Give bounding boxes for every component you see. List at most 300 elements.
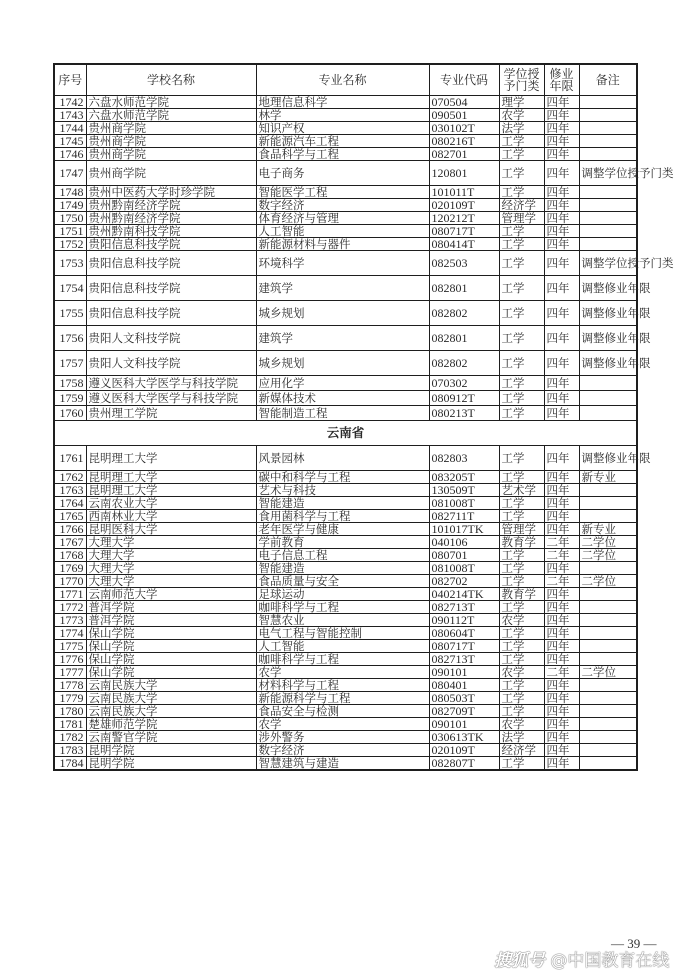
cell-major: 新媒体技术: [256, 391, 429, 406]
cell-code: 090101: [429, 666, 499, 679]
table-row: [54, 614, 637, 627]
cell-degree: 工学: [499, 575, 544, 588]
cell-code: 083205T: [429, 471, 499, 484]
cell-code: 081008T: [429, 497, 499, 510]
cell-years: 四年: [544, 718, 579, 731]
cell-code: 080401: [429, 679, 499, 692]
cell-code: 101017TK: [429, 523, 499, 536]
cell-school: 昆明理工大学: [86, 484, 256, 497]
cell-major: 艺术与科技: [256, 484, 429, 497]
cell-school: 云南民族大学: [86, 692, 256, 705]
cell-school: 大理大学: [86, 562, 256, 575]
cell-major: 应用化学: [256, 376, 429, 391]
table-row: [54, 562, 637, 575]
header-code: 专业代码: [429, 64, 499, 96]
cell-major: 食品科学与工程: [256, 148, 429, 161]
cell-school: 贵州商学院: [86, 135, 256, 148]
cell-no: 1752: [54, 238, 86, 251]
cell-years: 四年: [544, 122, 579, 135]
cell-code: 120212T: [429, 212, 499, 225]
cell-years: 四年: [544, 679, 579, 692]
table-row: [54, 575, 637, 588]
cell-code: 080701: [429, 549, 499, 562]
table-row: [54, 666, 637, 679]
cell-note: 调整修业年限: [579, 446, 637, 471]
cell-degree: 工学: [499, 406, 544, 421]
cell-major: 新能源科学与工程: [256, 692, 429, 705]
watermark-account: @中国教育在线: [550, 951, 670, 971]
cell-code: 082503: [429, 251, 499, 276]
cell-no: 1782: [54, 731, 86, 744]
cell-degree: 经济学: [499, 744, 544, 757]
table-row: [54, 225, 637, 238]
cell-school: 遵义医科大学医学与科技学院: [86, 376, 256, 391]
cell-note: [579, 744, 637, 757]
cell-degree: 工学: [499, 376, 544, 391]
cell-note: [579, 627, 637, 640]
header-years-line2: 年限: [549, 79, 574, 93]
cell-degree: 工学: [499, 757, 544, 771]
cell-years: 四年: [544, 161, 579, 186]
cell-degree: 教育学: [499, 536, 544, 549]
cell-code: 082802: [429, 351, 499, 376]
cell-no: 1783: [54, 744, 86, 757]
cell-degree: 农学: [499, 614, 544, 627]
table-row: [54, 471, 637, 484]
cell-school: 普洱学院: [86, 614, 256, 627]
cell-code: 080717T: [429, 640, 499, 653]
page-number: — 39 —: [611, 936, 657, 951]
table-row: [54, 497, 637, 510]
table-row: [54, 276, 637, 301]
cell-major: 城乡规划: [256, 301, 429, 326]
cell-major: 电子信息工程: [256, 549, 429, 562]
header-years-line1: 修业: [549, 67, 574, 81]
cell-years: 四年: [544, 523, 579, 536]
table-row: [54, 376, 637, 391]
cell-no: 1766: [54, 523, 86, 536]
province-title: 云南省: [54, 421, 637, 446]
cell-no: 1777: [54, 666, 86, 679]
cell-note: [579, 376, 637, 391]
cell-code: 070302: [429, 376, 499, 391]
cell-years: 四年: [544, 301, 579, 326]
cell-school: 贵州理工学院: [86, 406, 256, 421]
cell-major: 足球运动: [256, 588, 429, 601]
table-row: [54, 446, 637, 471]
cell-code: 020109T: [429, 199, 499, 212]
cell-code: 082701: [429, 148, 499, 161]
cell-note: 调整修业年限: [579, 326, 637, 351]
cell-school: 贵州黔南经济学院: [86, 212, 256, 225]
cell-school: 保山学院: [86, 627, 256, 640]
cell-note: [579, 406, 637, 421]
table-row: [54, 351, 637, 376]
cell-degree: 工学: [499, 471, 544, 484]
cell-major: 食用菌科学与工程: [256, 510, 429, 523]
cell-note: [579, 199, 637, 212]
cell-school: 大理大学: [86, 549, 256, 562]
cell-note: [579, 186, 637, 199]
cell-note: [579, 96, 637, 109]
watermark-brand: 搜狐号: [494, 951, 545, 971]
cell-no: 1757: [54, 351, 86, 376]
cell-no: 1781: [54, 718, 86, 731]
cell-degree: 工学: [499, 391, 544, 406]
cell-degree: 工学: [499, 601, 544, 614]
cell-note: [579, 653, 637, 666]
cell-degree: 工学: [499, 562, 544, 575]
cell-code: 082713T: [429, 653, 499, 666]
cell-major: 体育经济与管理: [256, 212, 429, 225]
cell-years: 四年: [544, 109, 579, 122]
cell-years: 四年: [544, 627, 579, 640]
cell-school: 昆明理工大学: [86, 471, 256, 484]
cell-years: 四年: [544, 238, 579, 251]
cell-years: 四年: [544, 148, 579, 161]
cell-major: 地理信息科学: [256, 96, 429, 109]
cell-major: 材料科学与工程: [256, 679, 429, 692]
cell-no: 1768: [54, 549, 86, 562]
cell-major: 智慧农业: [256, 614, 429, 627]
cell-major: 老年医学与健康: [256, 523, 429, 536]
cell-note: [579, 679, 637, 692]
cell-degree: 工学: [499, 446, 544, 471]
cell-years: 四年: [544, 510, 579, 523]
cell-no: 1767: [54, 536, 86, 549]
table-row: [54, 406, 637, 421]
cell-no: 1744: [54, 122, 86, 135]
cell-code: 082711T: [429, 510, 499, 523]
cell-code: 080912T: [429, 391, 499, 406]
header-degree-line2: 予门类: [503, 79, 540, 93]
cell-no: 1750: [54, 212, 86, 225]
cell-years: 四年: [544, 391, 579, 406]
cell-years: 四年: [544, 497, 579, 510]
cell-years: 四年: [544, 225, 579, 238]
cell-degree: 理学: [499, 96, 544, 109]
table-row: [54, 692, 637, 705]
cell-degree: 农学: [499, 109, 544, 122]
cell-note: [579, 614, 637, 627]
cell-school: 保山学院: [86, 666, 256, 679]
cell-degree: 工学: [499, 627, 544, 640]
cell-no: 1758: [54, 376, 86, 391]
cell-years: 四年: [544, 326, 579, 351]
cell-note: [579, 122, 637, 135]
cell-note: 二学位: [579, 549, 637, 562]
cell-no: 1747: [54, 161, 86, 186]
cell-code: 081008T: [429, 562, 499, 575]
table-row: [54, 731, 637, 744]
cell-school: 昆明学院: [86, 744, 256, 757]
cell-note: 二学位: [579, 575, 637, 588]
cell-note: [579, 731, 637, 744]
cell-no: 1763: [54, 484, 86, 497]
cell-degree: 工学: [499, 549, 544, 562]
cell-major: 风景园林: [256, 446, 429, 471]
cell-years: 二年: [544, 549, 579, 562]
cell-note: 调整修业年限: [579, 276, 637, 301]
cell-code: 040106: [429, 536, 499, 549]
cell-major: 建筑学: [256, 276, 429, 301]
cell-no: 1743: [54, 109, 86, 122]
cell-degree: 法学: [499, 122, 544, 135]
header-years: [544, 64, 579, 96]
cell-years: 二年: [544, 575, 579, 588]
cell-major: 林学: [256, 109, 429, 122]
table-row: [54, 109, 637, 122]
cell-degree: 管理学: [499, 523, 544, 536]
table-row: [54, 627, 637, 640]
cell-note: [579, 640, 637, 653]
cell-no: 1770: [54, 575, 86, 588]
table-row: [54, 186, 637, 199]
cell-code: 082709T: [429, 705, 499, 718]
header-major: 专业名称: [256, 64, 429, 96]
cell-degree: 工学: [499, 135, 544, 148]
table-row: [54, 391, 637, 406]
cell-note: [579, 562, 637, 575]
cell-school: 贵州黔南科技学院: [86, 225, 256, 238]
cell-major: 智能建造: [256, 497, 429, 510]
cell-note: 调整修业年限: [579, 351, 637, 376]
cell-degree: 工学: [499, 238, 544, 251]
header-no: 序号: [54, 64, 86, 96]
cell-degree: 工学: [499, 640, 544, 653]
cell-major: 咖啡科学与工程: [256, 653, 429, 666]
cell-no: 1778: [54, 679, 86, 692]
table-row: [54, 744, 637, 757]
cell-school: 贵州商学院: [86, 148, 256, 161]
cell-years: 四年: [544, 406, 579, 421]
cell-years: 四年: [544, 692, 579, 705]
majors-table: [53, 63, 674, 771]
cell-school: 贵州黔南经济学院: [86, 199, 256, 212]
cell-degree: 工学: [499, 326, 544, 351]
cell-major: 人工智能: [256, 225, 429, 238]
cell-school: 贵阳信息科技学院: [86, 251, 256, 276]
cell-major: 城乡规划: [256, 351, 429, 376]
cell-no: 1772: [54, 601, 86, 614]
table-row: [54, 238, 637, 251]
cell-major: 智能制造工程: [256, 406, 429, 421]
cell-code: 020109T: [429, 744, 499, 757]
cell-degree: 工学: [499, 653, 544, 666]
cell-code: 082807T: [429, 757, 499, 771]
cell-school: 六盘水师范学院: [86, 109, 256, 122]
cell-no: 1761: [54, 446, 86, 471]
cell-note: [579, 484, 637, 497]
table-row: [54, 326, 637, 351]
cell-no: 1751: [54, 225, 86, 238]
cell-note: 调整学位授予门类: [579, 161, 637, 186]
cell-degree: 工学: [499, 679, 544, 692]
header-degree-line1: 学位授: [503, 67, 540, 81]
cell-school: 云南农业大学: [86, 497, 256, 510]
cell-code: 070504: [429, 96, 499, 109]
cell-no: 1774: [54, 627, 86, 640]
cell-major: 咖啡科学与工程: [256, 601, 429, 614]
cell-code: 082713T: [429, 601, 499, 614]
cell-note: [579, 718, 637, 731]
table-row: [54, 549, 637, 562]
cell-major: 人工智能: [256, 640, 429, 653]
cell-school: 云南民族大学: [86, 679, 256, 692]
cell-school: 贵州商学院: [86, 161, 256, 186]
cell-no: 1764: [54, 497, 86, 510]
cell-major: 新能源汽车工程: [256, 135, 429, 148]
cell-note: [579, 601, 637, 614]
cell-school: 保山学院: [86, 640, 256, 653]
cell-note: 新专业: [579, 523, 637, 536]
cell-no: 1769: [54, 562, 86, 575]
cell-note: 新专业: [579, 471, 637, 484]
cell-years: 二年: [544, 666, 579, 679]
cell-code: 130509T: [429, 484, 499, 497]
cell-degree: 工学: [499, 301, 544, 326]
cell-degree: 法学: [499, 731, 544, 744]
cell-no: 1760: [54, 406, 86, 421]
cell-school: 楚雄师范学院: [86, 718, 256, 731]
cell-no: 1745: [54, 135, 86, 148]
cell-note: 调整修业年限: [579, 301, 637, 326]
watermark: [494, 946, 669, 971]
cell-degree: 工学: [499, 186, 544, 199]
cell-years: 四年: [544, 135, 579, 148]
cell-major: 食品质量与安全: [256, 575, 429, 588]
cell-no: 1779: [54, 692, 86, 705]
cell-code: 090112T: [429, 614, 499, 627]
table-row: [54, 536, 637, 549]
cell-school: 云南警官学院: [86, 731, 256, 744]
cell-years: 四年: [544, 446, 579, 471]
cell-note: [579, 588, 637, 601]
cell-years: 四年: [544, 705, 579, 718]
table-row: [54, 653, 637, 666]
cell-school: 普洱学院: [86, 601, 256, 614]
cell-code: 080213T: [429, 406, 499, 421]
cell-major: 电气工程与智能控制: [256, 627, 429, 640]
cell-degree: 农学: [499, 666, 544, 679]
table-row: [54, 484, 637, 497]
cell-degree: 农学: [499, 718, 544, 731]
cell-school: 六盘水师范学院: [86, 96, 256, 109]
table-row: [54, 199, 637, 212]
cell-years: 四年: [544, 212, 579, 225]
cell-code: 082801: [429, 276, 499, 301]
cell-major: 智能建造: [256, 562, 429, 575]
header-school: 学校名称: [86, 64, 256, 96]
cell-degree: 工学: [499, 510, 544, 523]
cell-code: 080414T: [429, 238, 499, 251]
cell-note: [579, 225, 637, 238]
cell-no: 1755: [54, 301, 86, 326]
cell-years: 四年: [544, 351, 579, 376]
cell-no: 1753: [54, 251, 86, 276]
cell-years: 四年: [544, 757, 579, 771]
cell-years: 四年: [544, 744, 579, 757]
cell-note: [579, 705, 637, 718]
cell-major: 电子商务: [256, 161, 429, 186]
cell-code: 082803: [429, 446, 499, 471]
table-header-row: [54, 64, 637, 96]
cell-school: 贵阳人文科技学院: [86, 351, 256, 376]
cell-major: 环境科学: [256, 251, 429, 276]
cell-major: 智能医学工程: [256, 186, 429, 199]
cell-school: 保山学院: [86, 653, 256, 666]
cell-years: 四年: [544, 588, 579, 601]
cell-code: 090501: [429, 109, 499, 122]
cell-years: 四年: [544, 562, 579, 575]
cell-major: 食品安全与检测: [256, 705, 429, 718]
table-row: [54, 122, 637, 135]
cell-years: 四年: [544, 484, 579, 497]
cell-school: 大理大学: [86, 575, 256, 588]
cell-years: 四年: [544, 376, 579, 391]
cell-school: 昆明学院: [86, 757, 256, 771]
cell-degree: 教育学: [499, 588, 544, 601]
cell-years: 四年: [544, 731, 579, 744]
table-row: [54, 161, 637, 186]
cell-code: 080604T: [429, 627, 499, 640]
cell-code: 082702: [429, 575, 499, 588]
cell-code: 080503T: [429, 692, 499, 705]
cell-major: 学前教育: [256, 536, 429, 549]
cell-years: 四年: [544, 601, 579, 614]
table-row: [54, 148, 637, 161]
cell-school: 云南师范大学: [86, 588, 256, 601]
province-row-yunnan: [54, 421, 637, 446]
cell-no: 1776: [54, 653, 86, 666]
cell-code: 082802: [429, 301, 499, 326]
cell-no: 1754: [54, 276, 86, 301]
cell-code: 090101: [429, 718, 499, 731]
cell-school: 云南民族大学: [86, 705, 256, 718]
cell-years: 四年: [544, 653, 579, 666]
cell-years: 四年: [544, 640, 579, 653]
cell-no: 1771: [54, 588, 86, 601]
cell-note: [579, 757, 637, 771]
cell-no: 1762: [54, 471, 86, 484]
cell-no: 1748: [54, 186, 86, 199]
cell-school: 贵阳人文科技学院: [86, 326, 256, 351]
header-degree: [499, 64, 544, 96]
cell-note: [579, 692, 637, 705]
cell-code: 030613TK: [429, 731, 499, 744]
cell-years: 四年: [544, 96, 579, 109]
cell-years: 四年: [544, 276, 579, 301]
cell-code: 030102T: [429, 122, 499, 135]
cell-note: [579, 510, 637, 523]
cell-school: 贵阳信息科技学院: [86, 276, 256, 301]
cell-note: [579, 148, 637, 161]
cell-school: 贵州商学院: [86, 122, 256, 135]
guizhou-rows: [54, 95, 674, 421]
table-row: [54, 718, 637, 731]
table-row: [54, 251, 637, 276]
cell-degree: 管理学: [499, 212, 544, 225]
cell-school: 大理大学: [86, 536, 256, 549]
table-row: [54, 301, 637, 326]
table-row: [54, 523, 637, 536]
cell-years: 四年: [544, 471, 579, 484]
cell-major: 新能源材料与器件: [256, 238, 429, 251]
cell-degree: 艺术学: [499, 484, 544, 497]
cell-years: 四年: [544, 199, 579, 212]
province-section: [54, 421, 637, 446]
cell-no: 1756: [54, 326, 86, 351]
